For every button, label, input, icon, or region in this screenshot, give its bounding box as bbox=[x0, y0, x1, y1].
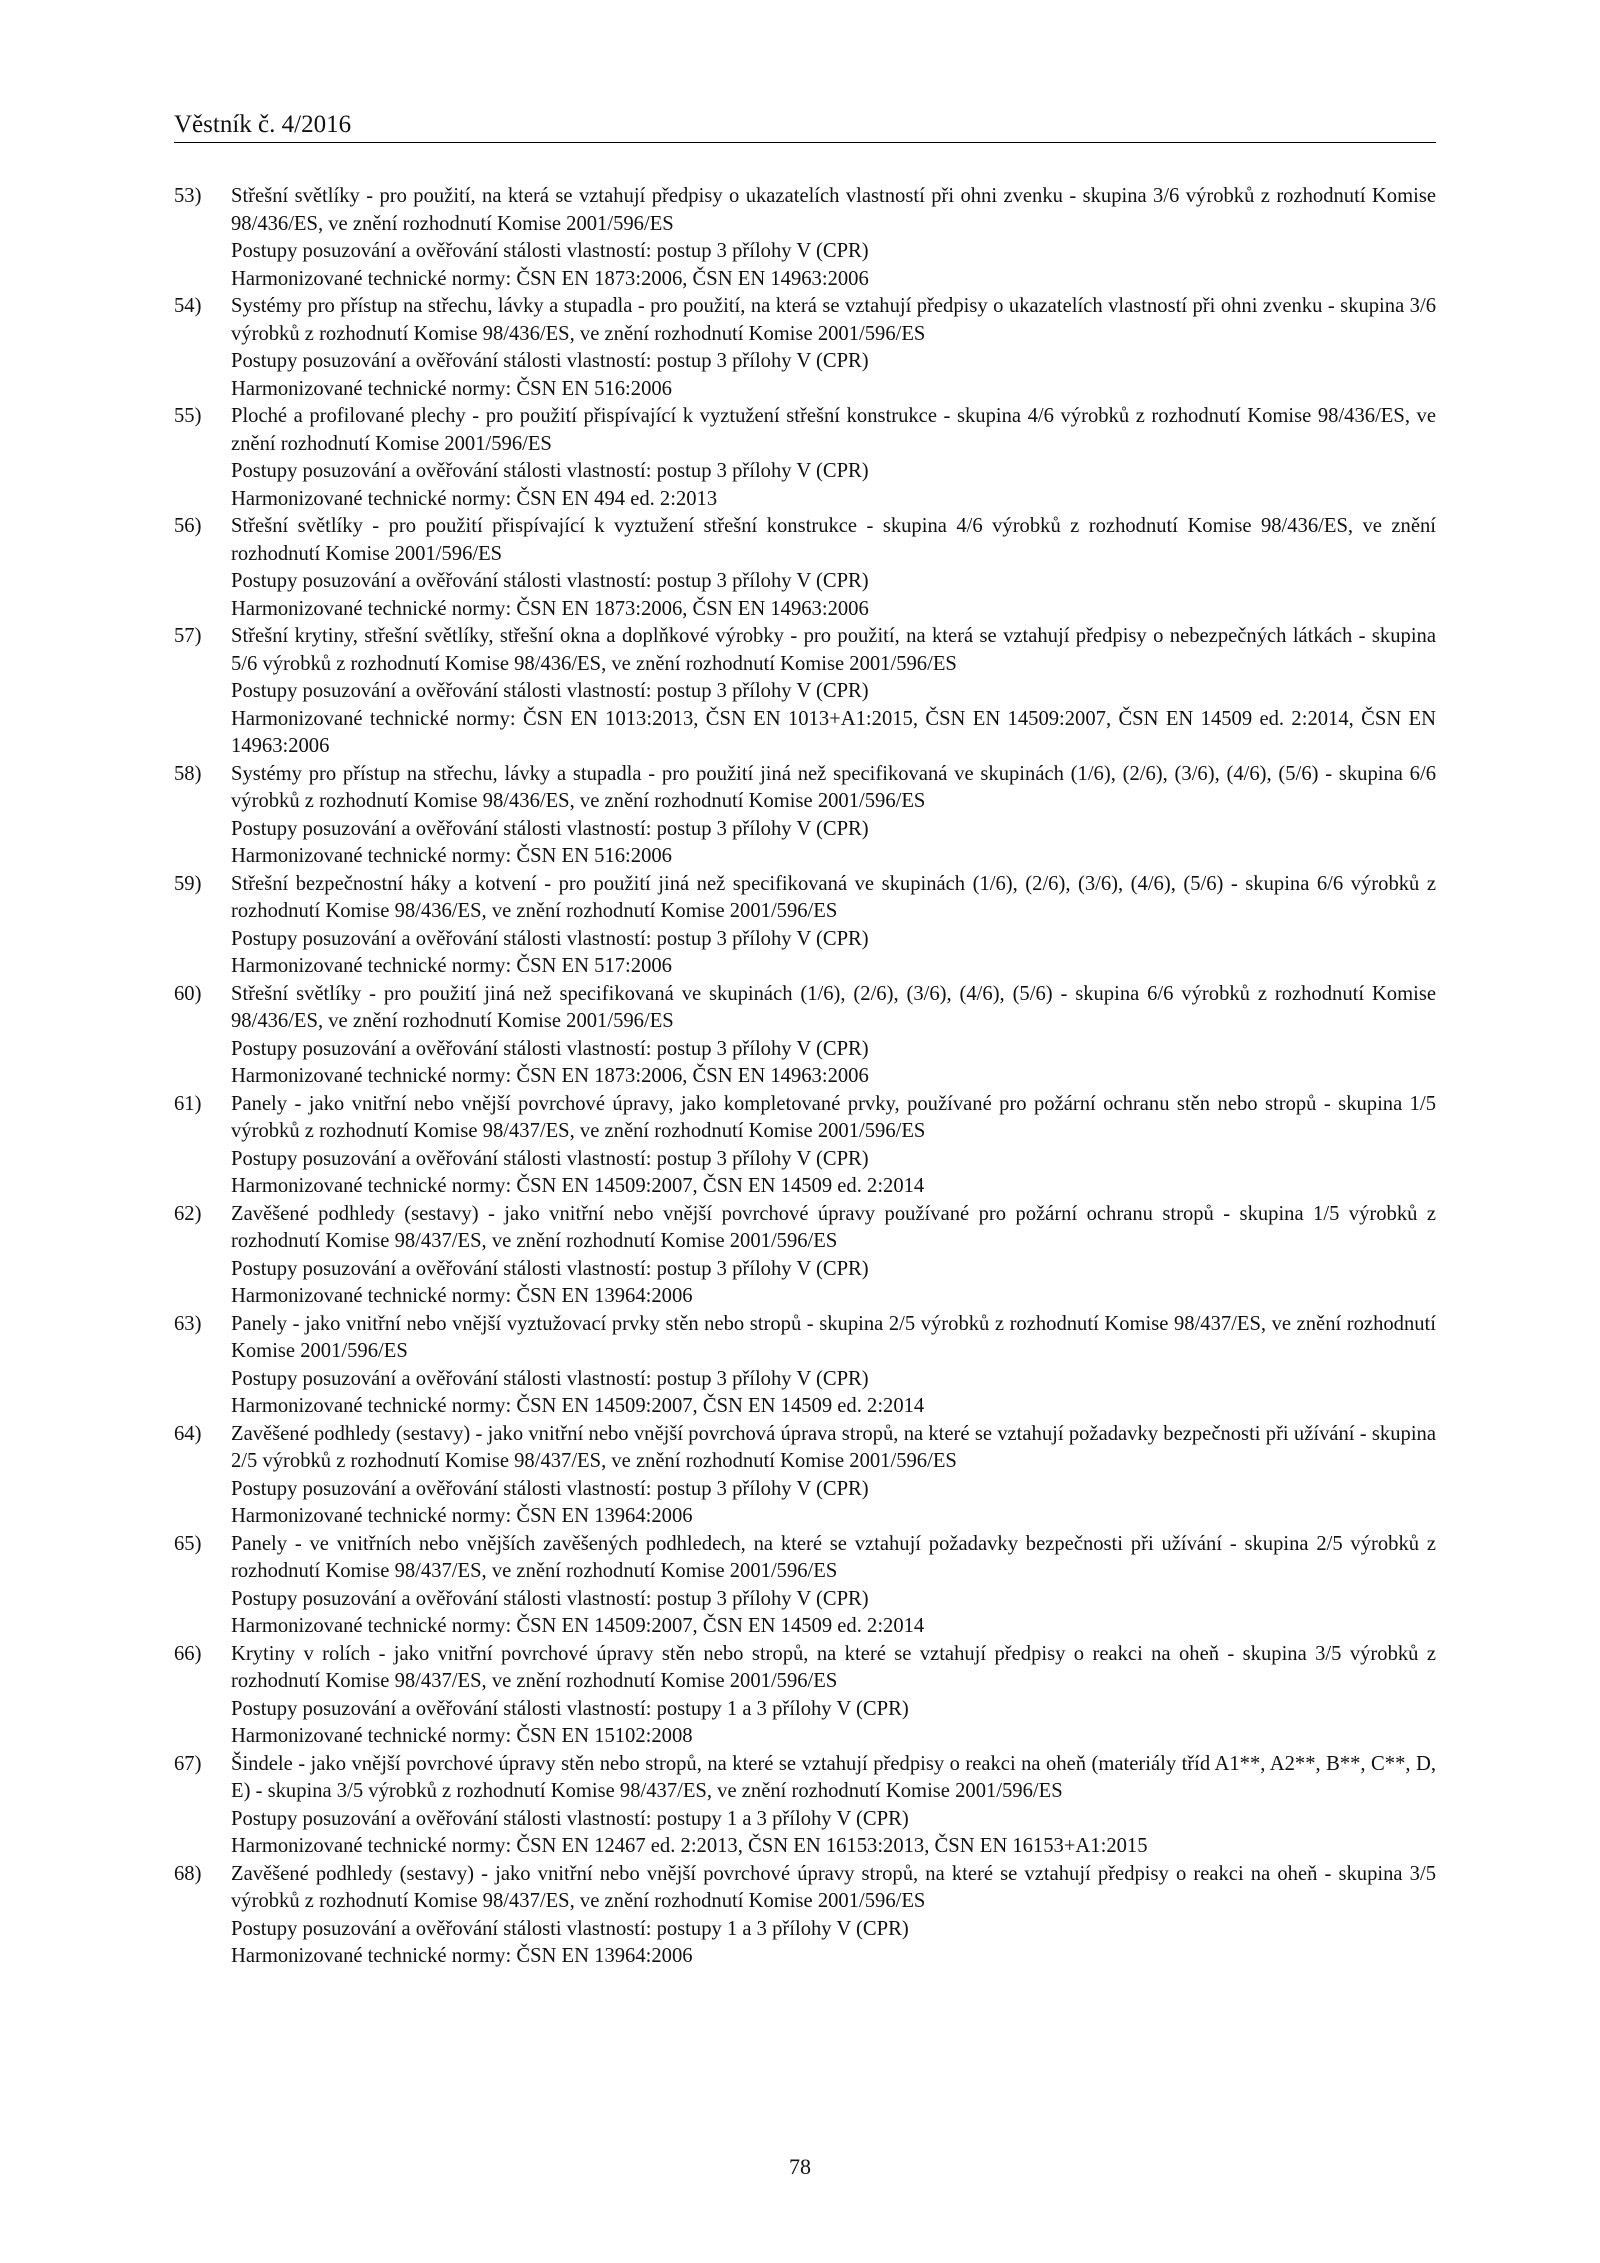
item-procedure: Postupy posuzování a ověřování stálosti vlastností: postup 3 přílohy V (CPR) bbox=[231, 1367, 869, 1390]
item-procedure: Postupy posuzování a ověřování stálosti vlastností: postup 3 přílohy V (CPR) bbox=[231, 817, 869, 840]
journal-title: Věstník č. 4/2016 bbox=[174, 111, 352, 138]
item-description: Systémy pro přístup na střechu, lávky a stupadla - pro použití, na která se vztahují předpisy o ukazatelích vlastností při ohni zvenku - skupina 3/6 výrobků z rozhodnutí Komise 98/436/ES, ve znění rozhodnutí Komise 2001/596/ES bbox=[231, 295, 1436, 345]
item-number: 67) bbox=[174, 1752, 202, 1775]
item-procedure: Postupy posuzování a ověřování stálosti vlastností: postupy 1 a 3 přílohy V (CPR) bbox=[231, 1917, 909, 1940]
item-description: Střešní krytiny, střešní světlíky, střešní okna a doplňkové výrobky - pro použití, na která se vztahují předpisy o nebezpečných látkách - skupina 5/6 výrobků z rozhodnutí Komise 98/436/ES, ve znění rozhodnutí Komise 2001/596/ES bbox=[231, 625, 1436, 675]
item-description: Střešní světlíky - pro použití jiná než specifikovaná ve skupinách (1/6), (2/6), (3/6), (4/6), (5/6) - skupina 6/6 výrobků z rozhodnutí Komise 98/436/ES, ve znění rozhodnutí Komise 2001/596/ES bbox=[231, 982, 1436, 1032]
item-description: Střešní světlíky - pro použití přispívající k vyztužení střešní konstrukce - skupina 4/6 výrobků z rozhodnutí Komise 98/436/ES, ve znění rozhodnutí Komise 2001/596/ES bbox=[231, 515, 1436, 565]
item-number: 58) bbox=[174, 762, 202, 785]
list-item bbox=[174, 403, 1436, 513]
item-description: Panely - jako vnitřní nebo vnější vyztužovací prvky stěn nebo stropů - skupina 2/5 výrobků z rozhodnutí Komise 98/437/ES, ve znění rozhodnutí Komise 2001/596/ES bbox=[231, 1312, 1436, 1362]
item-norms: Harmonizované technické normy: ČSN EN 1013:2013, ČSN EN 1013+A1:2015, ČSN EN 14509:2007, ČSN EN 14509 ed. 2:2014, ČSN EN 14963:2006 bbox=[231, 707, 1436, 757]
product-list bbox=[174, 183, 1436, 1971]
item-norms: Harmonizované technické normy: ČSN EN 13964:2006 bbox=[231, 1945, 693, 1967]
item-procedure: Postupy posuzování a ověřování stálosti vlastností: postup 3 přílohy V (CPR) bbox=[231, 1037, 869, 1060]
page-number: 78 bbox=[789, 2154, 811, 2179]
item-procedure: Postupy posuzování a ověřování stálosti vlastností: postup 3 přílohy V (CPR) bbox=[231, 1147, 869, 1170]
item-norms: Harmonizované technické normy: ČSN EN 14509:2007, ČSN EN 14509 ed. 2:2014 bbox=[231, 1615, 925, 1637]
item-description: Šindele - jako vnější povrchové úpravy stěn nebo stropů, na které se vztahují předpisy o reakci na oheň (materiály tříd A1**, A2**, B**, C**, D, E) - skupina 3/5 výrobků z rozhodnutí Komise 98/437/ES, ve znění rozhodnutí Komise 2001/596/ES bbox=[231, 1752, 1436, 1802]
item-norms: Harmonizované technické normy: ČSN EN 1873:2006, ČSN EN 14963:2006 bbox=[231, 267, 869, 290]
item-description: Panely - ve vnitřních nebo vnějších zavěšených podhledech, na které se vztahují požadavky bezpečnosti při užívání - skupina 2/5 výrobků z rozhodnutí Komise 98/437/ES, ve znění rozhodnutí Komise 2001/596/ES bbox=[231, 1532, 1436, 1582]
item-description: Střešní bezpečnostní háky a kotvení - pro použití jiná než specifikovaná ve skupinách (1/6), (2/6), (3/6), (4/6), (5/6) - skupina 6/6 výrobků z rozhodnutí Komise 98/436/ES, ve znění rozhodnutí Komise 2001/596/ES bbox=[231, 872, 1436, 922]
item-description: Zavěšené podhledy (sestavy) - jako vnitřní nebo vnější povrchové úpravy stropů, na které se vztahují předpisy o reakci na oheň - skupina 3/5 výrobků z rozhodnutí Komise 98/437/ES, ve znění rozhodnutí Komise 2001/596/ES bbox=[231, 1862, 1436, 1912]
item-number: 62) bbox=[174, 1202, 202, 1225]
item-number: 64) bbox=[174, 1422, 202, 1445]
item-description: Zavěšené podhledy (sestavy) - jako vnitřní nebo vnější povrchové úpravy používané pro požární ochranu stropů - skupina 1/5 výrobků z rozhodnutí Komise 98/437/ES, ve znění rozhodnutí Komise 2001/596/ES bbox=[231, 1202, 1436, 1252]
item-number: 63) bbox=[174, 1312, 202, 1335]
item-norms: Harmonizované technické normy: ČSN EN 517:2006 bbox=[231, 955, 672, 977]
item-procedure: Postupy posuzování a ověřování stálosti vlastností: postup 3 přílohy V (CPR) bbox=[231, 570, 869, 592]
list-item bbox=[174, 1861, 1436, 1971]
item-norms: Harmonizované technické normy: ČSN EN 13964:2006 bbox=[231, 1285, 693, 1307]
list-item bbox=[174, 1641, 1436, 1751]
item-norms: Harmonizované technické normy: ČSN EN 516:2006 bbox=[231, 377, 672, 400]
item-description: Ploché a profilované plechy - pro použití přispívající k vyztužení střešní konstrukce - skupina 4/6 výrobků z rozhodnutí Komise 98/436/ES, ve znění rozhodnutí Komise 2001/596/ES bbox=[231, 405, 1436, 455]
item-description: Zavěšené podhledy (sestavy) - jako vnitřní nebo vnější povrchová úprava stropů, na které se vztahují požadavky bezpečnosti při užívání - skupina 2/5 výrobků z rozhodnutí Komise 98/437/ES, ve znění rozhodnutí Komise 2001/596/ES bbox=[231, 1422, 1436, 1472]
item-norms: Harmonizované technické normy: ČSN EN 494 ed. 2:2013 bbox=[231, 487, 718, 510]
item-norms: Harmonizované technické normy: ČSN EN 1873:2006, ČSN EN 14963:2006 bbox=[231, 597, 869, 620]
item-norms: Harmonizované technické normy: ČSN EN 1873:2006, ČSN EN 14963:2006 bbox=[231, 1065, 869, 1087]
item-norms: Harmonizované technické normy: ČSN EN 12467 ed. 2:2013, ČSN EN 16153:2013, ČSN EN 16153+A1:2015 bbox=[231, 1835, 1148, 1857]
list-item bbox=[174, 513, 1436, 623]
item-norms: Harmonizované technické normy: ČSN EN 14509:2007, ČSN EN 14509 ed. 2:2014 bbox=[231, 1175, 925, 1197]
item-procedure: Postupy posuzování a ověřování stálosti vlastností: postup 3 přílohy V (CPR) bbox=[231, 927, 869, 950]
list-item bbox=[174, 1091, 1436, 1201]
page-header bbox=[174, 110, 1436, 143]
item-norms: Harmonizované technické normy: ČSN EN 516:2006 bbox=[231, 845, 672, 867]
item-number: 54) bbox=[174, 295, 202, 317]
item-description: Krytiny v rolích - jako vnitřní povrchové úpravy stěn nebo stropů, na které se vztahují předpisy o reakci na oheň - skupina 3/5 výrobků z rozhodnutí Komise 98/437/ES, ve znění rozhodnutí Komise 2001/596/ES bbox=[231, 1642, 1436, 1692]
item-number: 66) bbox=[174, 1642, 202, 1665]
list-item bbox=[174, 1531, 1436, 1641]
list-item bbox=[174, 623, 1436, 761]
item-description: Střešní světlíky - pro použití, na která se vztahují předpisy o ukazatelích vlastností při ohni zvenku - skupina 3/6 výrobků z rozhodnutí Komise 98/436/ES, ve znění rozhodnutí Komise 2001/596/ES bbox=[231, 185, 1436, 235]
list-item bbox=[174, 1311, 1436, 1421]
item-number: 61) bbox=[174, 1092, 202, 1115]
item-number: 57) bbox=[174, 625, 202, 647]
item-procedure: Postupy posuzování a ověřování stálosti vlastností: postup 3 přílohy V (CPR) bbox=[231, 1257, 869, 1280]
list-item bbox=[174, 1751, 1436, 1861]
item-norms: Harmonizované technické normy: ČSN EN 15102:2008 bbox=[231, 1725, 693, 1747]
list-item bbox=[174, 1421, 1436, 1531]
item-norms: Harmonizované technické normy: ČSN EN 14509:2007, ČSN EN 14509 ed. 2:2014 bbox=[231, 1395, 925, 1417]
item-procedure: Postupy posuzování a ověřování stálosti vlastností: postup 3 přílohy V (CPR) bbox=[231, 1587, 869, 1610]
item-number: 60) bbox=[174, 982, 202, 1005]
item-number: 65) bbox=[174, 1532, 202, 1555]
item-procedure: Postupy posuzování a ověřování stálosti vlastností: postup 3 přílohy V (CPR) bbox=[231, 1477, 869, 1500]
list-item bbox=[174, 871, 1436, 981]
item-number: 59) bbox=[174, 872, 202, 895]
list-item bbox=[174, 293, 1436, 403]
item-procedure: Postupy posuzování a ověřování stálosti vlastností: postupy 1 a 3 přílohy V (CPR) bbox=[231, 1807, 909, 1830]
list-item bbox=[174, 981, 1436, 1091]
item-procedure: Postupy posuzování a ověřování stálosti vlastností: postupy 1 a 3 přílohy V (CPR) bbox=[231, 1697, 909, 1720]
list-item bbox=[174, 1201, 1436, 1311]
item-number: 55) bbox=[174, 405, 202, 427]
item-description: Panely - jako vnitřní nebo vnější povrchové úpravy, jako kompletované prvky, používané pro požární ochranu stěn nebo stropů - skupina 1/5 výrobků z rozhodnutí Komise 98/437/ES, ve znění rozhodnutí Komise 2001/596/ES bbox=[231, 1092, 1436, 1142]
item-norms: Harmonizované technické normy: ČSN EN 13964:2006 bbox=[231, 1505, 693, 1527]
list-item bbox=[174, 183, 1436, 293]
item-procedure: Postupy posuzování a ověřování stálosti vlastností: postup 3 přílohy V (CPR) bbox=[231, 350, 869, 372]
list-item bbox=[174, 761, 1436, 871]
item-procedure: Postupy posuzování a ověřování stálosti vlastností: postup 3 přílohy V (CPR) bbox=[231, 460, 869, 482]
item-description: Systémy pro přístup na střechu, lávky a stupadla - pro použití jiná než specifikovaná ve skupinách (1/6), (2/6), (3/6), (4/6), (5/6) - skupina 6/6 výrobků z rozhodnutí Komise 98/436/ES, ve znění rozhodnutí Komise 2001/596/ES bbox=[231, 762, 1436, 812]
item-number: 56) bbox=[174, 515, 202, 537]
item-number: 68) bbox=[174, 1862, 202, 1885]
item-number: 53) bbox=[174, 185, 202, 207]
item-procedure: Postupy posuzování a ověřování stálosti vlastností: postup 3 přílohy V (CPR) bbox=[231, 680, 869, 702]
item-procedure: Postupy posuzování a ověřování stálosti vlastností: postup 3 přílohy V (CPR) bbox=[231, 240, 869, 262]
